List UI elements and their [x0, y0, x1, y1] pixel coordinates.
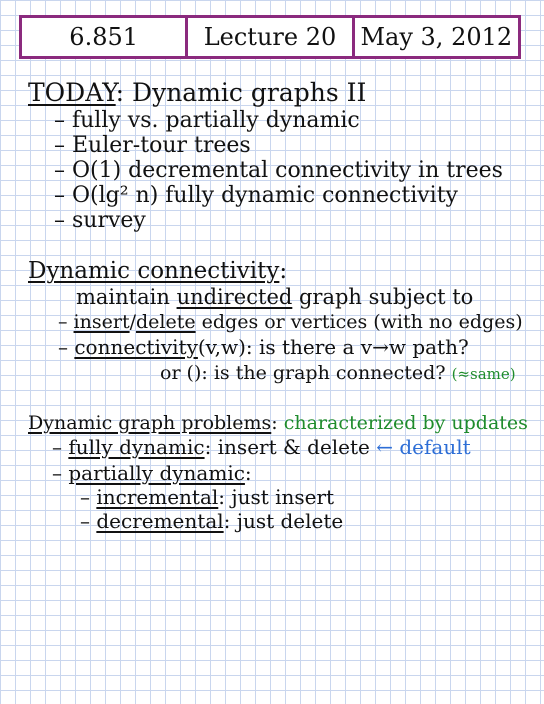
undirected-text: undirected	[176, 285, 293, 309]
problems-heading-colon: :	[271, 412, 278, 434]
maintain-text: maintain	[76, 285, 177, 309]
problems-heading-line	[28, 410, 528, 436]
lecture-header	[19, 15, 521, 59]
delete-text: delete	[135, 311, 196, 333]
fully-rest: : insert & delete	[204, 435, 377, 459]
characterized-note: characterized by updates	[283, 412, 528, 434]
connectivity-heading-colon: :	[279, 258, 288, 284]
partially-dynamic-line	[52, 460, 252, 486]
today-item-3: – O(1) decremental connectivity in trees	[54, 158, 503, 183]
slash-text: /	[129, 311, 136, 333]
today-heading: TODAY	[28, 78, 116, 107]
incremental-line	[80, 484, 334, 510]
maintain-rest: graph subject to	[292, 285, 474, 309]
fully-dash: –	[52, 435, 69, 459]
inc-dash: –	[80, 485, 97, 509]
or-line	[160, 360, 516, 387]
partial-colon: :	[244, 461, 252, 485]
today-title: : Dynamic graphs II	[115, 78, 367, 107]
today-item-2: – Euler-tour trees	[54, 133, 251, 158]
partially-dynamic-text: partially dynamic	[68, 461, 245, 485]
connectivity-heading-line	[28, 258, 287, 284]
conn-dash: –	[58, 335, 75, 359]
lecture-date: May 3, 2012	[360, 23, 513, 51]
fully-dynamic-text: fully dynamic	[68, 435, 205, 459]
incremental-text: incremental	[96, 485, 219, 509]
course-number: 6.851	[22, 18, 188, 56]
same-note: (≈same)	[451, 365, 516, 383]
dec-dash: –	[80, 509, 97, 533]
problems-heading: Dynamic graph problems	[28, 412, 272, 434]
today-item-4: – O(lg² n) fully dynamic connectivity	[54, 183, 458, 208]
insert-dash: –	[58, 311, 74, 333]
fully-dynamic-line	[52, 434, 471, 460]
dec-rest: : just delete	[223, 509, 344, 533]
inc-rest: : just insert	[218, 485, 335, 509]
today-heading-line	[28, 80, 366, 106]
conn-rest: (v,w): is there a v→w path?	[197, 335, 469, 359]
default-note: ← default	[376, 435, 471, 459]
decremental-line	[80, 508, 343, 534]
today-item-1: – fully vs. partially dynamic	[54, 108, 360, 133]
connectivity-text: connectivity	[74, 335, 198, 359]
lecture-number: Lecture 20	[188, 18, 354, 56]
decremental-text: decremental	[96, 509, 224, 533]
insert-rest: edges or vertices (with no edges)	[195, 311, 523, 333]
insert-delete-line	[58, 309, 523, 335]
maintain-line	[76, 284, 473, 310]
connectivity-query-line	[58, 334, 469, 360]
partial-dash: –	[52, 461, 69, 485]
insert-text: insert	[73, 311, 130, 333]
connectivity-heading: Dynamic connectivity	[28, 258, 280, 284]
or-text: or (): is the graph connected?	[160, 362, 446, 384]
today-item-5: – survey	[54, 208, 146, 233]
